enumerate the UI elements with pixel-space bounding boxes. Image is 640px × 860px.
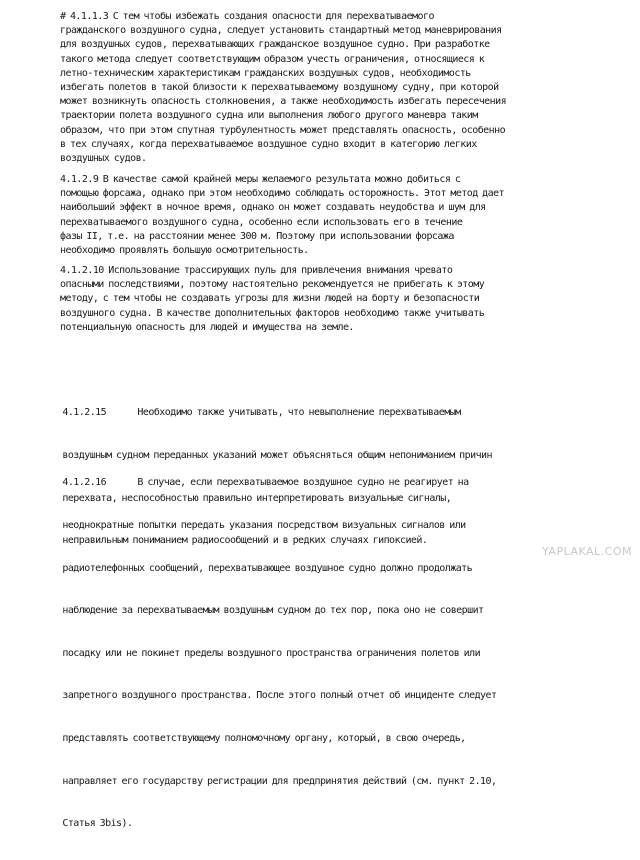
text-line: опасными последствиями, поэтому настоятельно рекомендуется не прибегать к этому <box>60 279 485 291</box>
text-line: может возникнуть опасность столкновения, а также необходимость избегать пересечения <box>60 96 507 108</box>
text-line: траектории полета воздушного судна или выполнения любого другого маневра таким <box>60 110 478 122</box>
text-line: методу, с тем чтобы не создавать угрозы для жизни людей на борту и безопасности <box>60 293 480 305</box>
paragraph-4-1-1-3 <box>60 10 506 166</box>
paragraph-4-1-2-9 <box>60 173 504 258</box>
watermark: YAPLAKAL.COM <box>542 545 632 558</box>
text-line: наибольший эффект в ночное время, однако он может создавать неудобства и шум для <box>60 202 486 214</box>
text-line: неправильным пониманием радиосообщений и в редких случаях гипоксией. <box>40 535 428 547</box>
text-line: помощью форсажа, однако при этом необходимо соблюдать осторожность. Этот метод дает <box>60 188 505 200</box>
text-line: избегать полетов в такой близости к перехватываемому воздушному судну, при которой <box>60 82 499 94</box>
text-line: радиотелефонных сообщений, перехватывающее воздушное судно должно продолжать <box>40 562 473 574</box>
text-line: летно-техническим характеристикам гражданских воздушных судов, необходимость <box>60 67 471 79</box>
text-line: представлять соответствующему полномочному органу, который, в свою очередь, <box>40 733 466 745</box>
text-line: такого метода следует соответствующим образом учесть ограничения, относящиеся к <box>60 53 485 65</box>
text-line: гражданского воздушного судна, следует установить стандартный метод маневрирования <box>60 25 502 37</box>
text-line: образом, что при этом спутная турбулентность может представлять опасность, особенно <box>60 124 506 136</box>
text-line: Статья 3bis). <box>40 818 133 830</box>
paragraph-4-1-2-16 <box>40 448 496 860</box>
text-line: воздушным судном переданных указаний может объясняться общим непониманием причин <box>40 450 492 462</box>
paragraph-4-1-2-10 <box>60 264 484 335</box>
text-line: перехвата, неспособностью правильно интерпретировать визуальные сигналы, <box>40 492 452 504</box>
text-line: фазы II, т.е. на расстоянии менее 300 м. Поэтому при использовании форсажа <box>60 230 454 242</box>
text-line: направляет его государству регистрации для предпринятия действий (см. пункт 2.10, <box>40 775 497 787</box>
text-line: потенциальную опасность для людей и имущества на земле. <box>60 321 354 333</box>
text-line: необходимо проявлять большую осмотрительность. <box>60 245 309 257</box>
text-line: посадку или не покинет пределы воздушного пространства ограничения полетов или <box>40 647 481 659</box>
text-line: 4.1.2.16 В случае, если перехватываемое воздушное судно не реагирует на <box>40 477 469 489</box>
text-line: 4.1.2.10 Использование трассирующих пуль для привлечения внимания чревато <box>60 265 453 276</box>
text-line: 4.1.2.15 Необходимо также учитывать, что невыполнение перехватываемым <box>40 407 461 419</box>
text-line: запретного воздушного пространства. После этого полный отчет об инциденте следует <box>40 690 497 702</box>
text-line: наблюдение за перехватываемым воздушным судном до тех пор, пока оно не совершит <box>40 605 484 617</box>
text-line: перехватываемого воздушного судна, особенно если использовать его в течение <box>60 216 463 228</box>
text-line: в тех случаях, когда перехватываемое воздушное судно входит в категорию легких <box>60 138 477 150</box>
text-line: для воздушных судов, перехватывающих гражданское воздушное судно. При разработке <box>60 39 490 51</box>
text-line: воздушного судна. В качестве дополнительных факторов необходимо также учитывать <box>60 307 485 319</box>
text-line: воздушных судов. <box>60 153 147 165</box>
text-line: 4.1.2.9 В качестве самой крайней меры желаемого результата можно добиться с <box>60 174 461 185</box>
text-line: неоднократные попытки передать указания посредством визуальных сигналов или <box>40 520 466 532</box>
text-line: # 4.1.1.3 С тем чтобы избежать создания опасности для перехватываемого <box>60 11 434 22</box>
